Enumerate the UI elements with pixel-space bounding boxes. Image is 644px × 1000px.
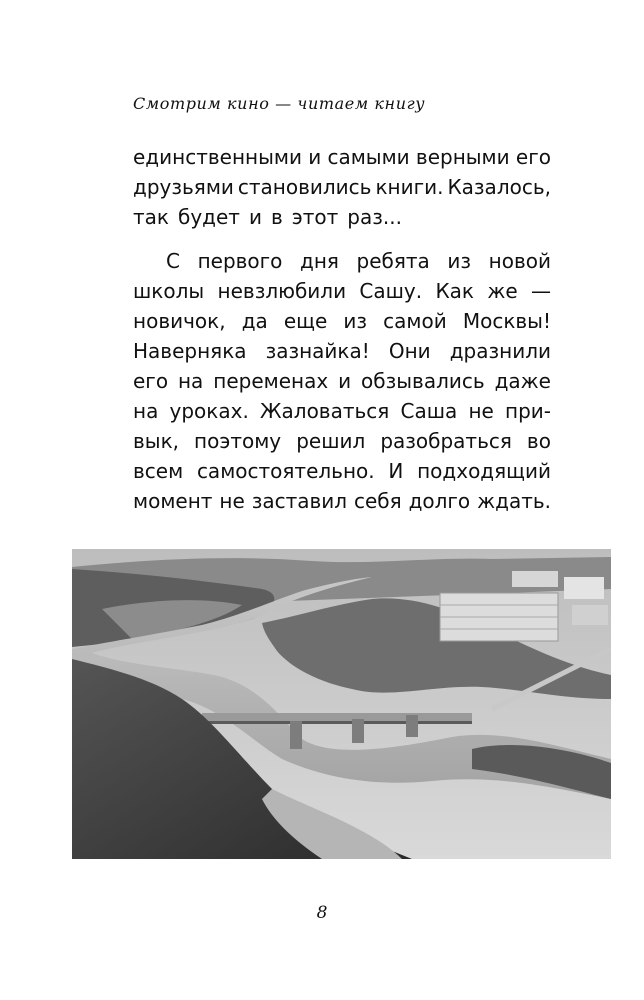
page-number: 8 [316, 903, 328, 923]
word: — [530, 279, 551, 303]
text-line [133, 456, 551, 486]
word: не [219, 489, 245, 513]
word: да [241, 309, 268, 333]
word: переменах [213, 369, 329, 393]
word: Как [435, 279, 474, 303]
word: себя [353, 489, 402, 513]
text-line [133, 172, 551, 202]
text-line [133, 202, 551, 232]
word: самостоятельно. [196, 459, 375, 483]
running-head: Смотрим кино — читаем книгу [133, 94, 426, 113]
word: уроках. [169, 399, 249, 423]
paragraph-1 [133, 142, 551, 232]
word: раз... [347, 205, 402, 229]
word: новичок, [133, 309, 226, 333]
word: ждать. [477, 489, 551, 513]
paragraph-2 [133, 246, 551, 516]
word: самыми [327, 145, 410, 169]
word: и [248, 205, 262, 229]
word: из [343, 309, 368, 333]
word: дня [300, 249, 339, 273]
word: его [133, 369, 169, 393]
text-line [133, 336, 551, 366]
word: его [515, 145, 551, 169]
text-line [133, 306, 551, 336]
word: и [308, 145, 322, 169]
word: Казалось, [447, 175, 551, 199]
word: Москвы! [462, 309, 551, 333]
word: обзывались [361, 369, 485, 393]
word: из [447, 249, 472, 273]
word: верными [415, 145, 510, 169]
word: книги. [375, 175, 444, 199]
word: в [270, 205, 283, 229]
word: решил [296, 429, 366, 453]
word: заставил [251, 489, 348, 513]
word: становились [237, 175, 372, 199]
word: так [133, 205, 169, 229]
text-line [133, 246, 551, 276]
word: даже [494, 369, 551, 393]
word: школы [133, 279, 205, 303]
word: дразнили [449, 339, 551, 363]
word: не [468, 399, 494, 423]
word: же [487, 279, 518, 303]
word: Наверняка [133, 339, 247, 363]
text-line [133, 426, 551, 456]
word: С [166, 249, 180, 273]
word: друзьями [133, 175, 234, 199]
word: невзлюбили [217, 279, 347, 303]
word: новой [488, 249, 551, 273]
text-line [133, 366, 551, 396]
word: на [133, 399, 159, 423]
word: во [526, 429, 551, 453]
word: И [388, 459, 404, 483]
word: этот [291, 205, 339, 229]
word: момент [133, 489, 213, 513]
word: Саша [400, 399, 458, 423]
text-line [133, 486, 551, 516]
river-town-photo [72, 549, 611, 859]
word: зазнайка! [265, 339, 370, 363]
word: и [338, 369, 352, 393]
word: ребята [356, 249, 430, 273]
text-line [133, 276, 551, 306]
word: Сашу. [359, 279, 423, 303]
word: долго [408, 489, 471, 513]
word: разобраться [380, 429, 512, 453]
text-line [133, 142, 551, 172]
word: единственными [133, 145, 302, 169]
word: будет [178, 205, 240, 229]
word: поэтому [194, 429, 282, 453]
word: при- [505, 399, 551, 423]
word: самой [383, 309, 447, 333]
word: вык, [133, 429, 180, 453]
word: на [177, 369, 204, 393]
word: Жаловаться [259, 399, 390, 423]
word: подходящий [417, 459, 551, 483]
word: первого [197, 249, 283, 273]
word: всем [133, 459, 184, 483]
text-line [133, 396, 551, 426]
word: еще [283, 309, 328, 333]
word: Они [388, 339, 431, 363]
